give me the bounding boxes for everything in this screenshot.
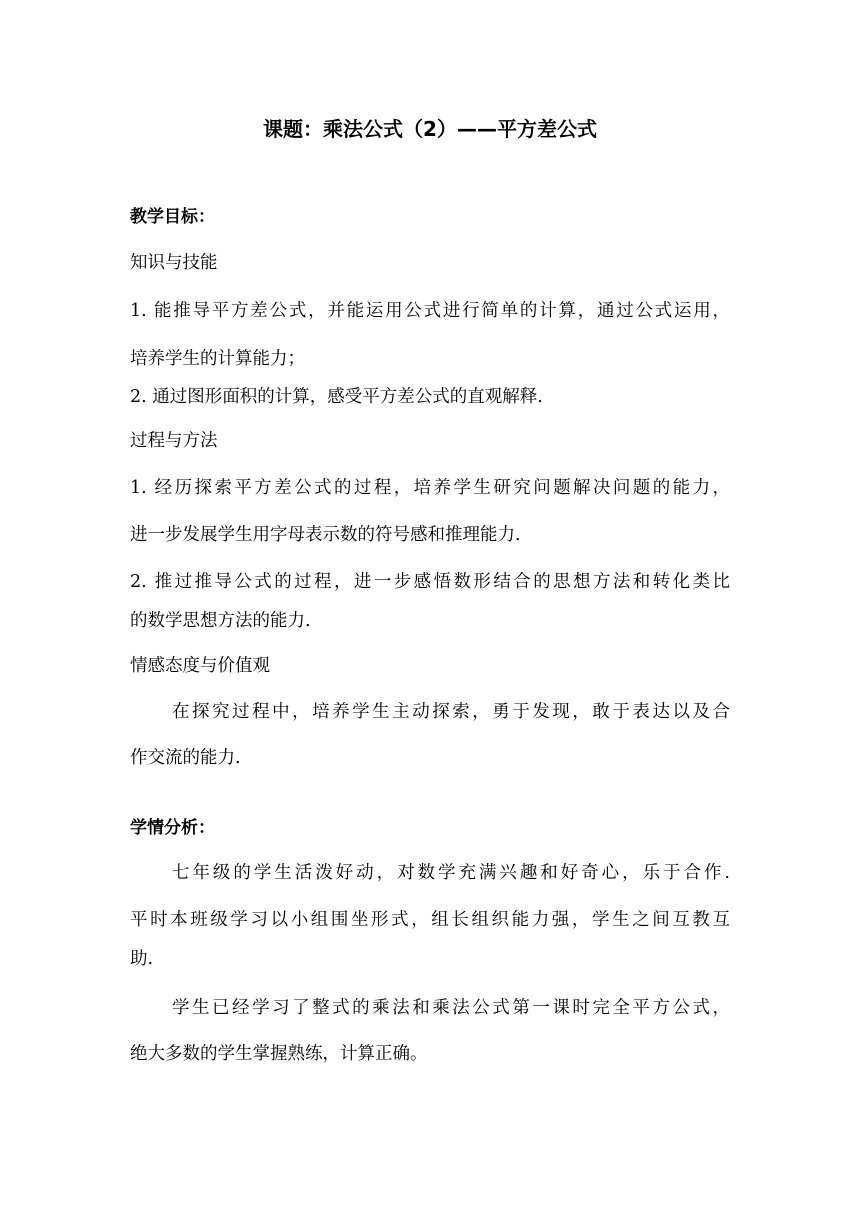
process-item2-line1: 2. 推过推导公式的过程，进一步感悟数形结合的思想方法和转化类比 [130, 572, 730, 592]
analysis-heading: 学情分析： [130, 818, 215, 838]
process-item2-line2: 的数学思想方法的能力. [130, 611, 311, 631]
analysis-para1-line1: 七年级的学生活泼好动，对数学充满兴趣和好奇心，乐于合作. [172, 863, 730, 883]
process-item1-line2: 进一步发展学生用字母表示数的符号感和推理能力. [130, 525, 521, 545]
objectives-heading: 教学目标： [130, 207, 215, 227]
page-title: 课题：乘法公式（2）——平方差公式 [263, 117, 597, 141]
analysis-para2-line2: 绝大多数的学生掌握熟练，计算正确。 [130, 1044, 428, 1064]
analysis-para1-line3: 助. [130, 949, 154, 969]
knowledge-item2: 2. 通过图形面积的计算，感受平方差公式的直观解释. [130, 387, 543, 407]
knowledge-subheading: 知识与技能 [130, 253, 218, 273]
process-item1-line1: 1. 经历探索平方差公式的过程，培养学生研究问题解决问题的能力， [130, 478, 730, 498]
analysis-para1-line2: 平时本班级学习以小组围坐形式，组长组织能力强，学生之间互教互 [130, 910, 730, 930]
analysis-para2-line1: 学生已经学习了整式的乘法和乘法公式第一课时完全平方公式， [172, 998, 730, 1018]
emotion-subheading: 情感态度与价值观 [130, 656, 270, 676]
knowledge-item1-line2: 培养学生的计算能力； [130, 349, 305, 369]
emotion-text-line2: 作交流的能力. [130, 748, 241, 768]
process-subheading: 过程与方法 [130, 431, 218, 451]
knowledge-item1-line1: 1. 能推导平方差公式，并能运用公式进行简单的计算，通过公式运用， [130, 301, 730, 321]
emotion-text-line1: 在探究过程中，培养学生主动探索，勇于发现，敢于表达以及合 [172, 702, 730, 722]
